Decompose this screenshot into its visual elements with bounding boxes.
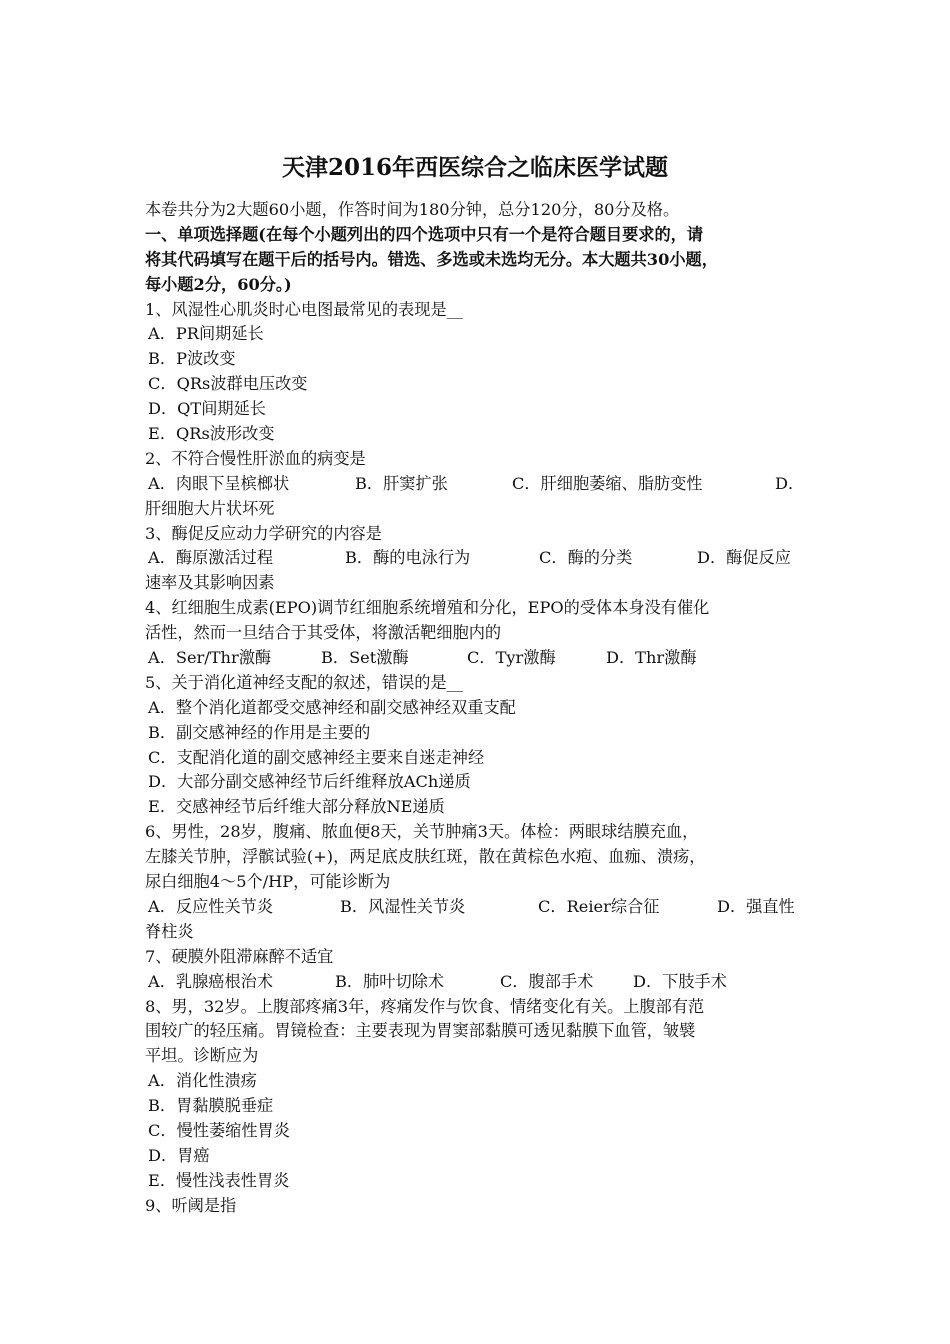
- question-3-options-row: [145, 546, 815, 571]
- question-6-stem-line-1: 6、男性，28岁，腹痛、脓血便8天，关节肿痛3天。体检：两眼球结膜充血，: [145, 822, 699, 842]
- question-1-option-a: A．PR间期延长: [148, 324, 264, 344]
- question-3-option-d: D．酶促反应: [697, 548, 791, 568]
- question-3-option-a: A．酶原激活过程: [148, 548, 274, 568]
- question-5-option-c: C．支配消化道的副交感神经主要来自迷走神经: [148, 747, 485, 767]
- question-6-options-row: [145, 895, 815, 920]
- question-4-options-row: [145, 646, 815, 671]
- question-8-stem-line-2: 围较广的轻压痛。胃镜检查：主要表现为胃窦部黏膜可透见黏膜下血管，皱襞: [145, 1021, 696, 1041]
- question-7-option-b: B．肺叶切除术: [335, 971, 445, 991]
- question-3-option-b: B．酶的电泳行为: [345, 548, 471, 568]
- question-1-option-e: E．QRs波形改变: [148, 424, 275, 444]
- question-4-option-d: D．Thr激酶: [606, 648, 697, 668]
- question-2-option-d-continued: 肝细胞大片状坏死: [145, 498, 275, 518]
- question-4-option-b: B．Set激酶: [321, 648, 409, 668]
- question-9-stem: 9、听阈是指: [145, 1195, 237, 1215]
- question-1-option-c: C．QRs波群电压改变: [148, 374, 308, 394]
- question-6-option-a: A．反应性关节炎: [148, 896, 274, 916]
- question-2-option-b: B．肝窦扩张: [355, 473, 448, 493]
- question-5-option-a: A．整个消化道都受交感神经和副交感神经双重支配: [148, 697, 516, 717]
- intro-text: 本卷共分为2大题60小题，作答时间为180分钟，总分120分，80分及格。: [145, 200, 680, 219]
- question-3-option-d-continued: 速率及其影响因素: [145, 573, 275, 593]
- question-8-option-b: B．胃黏膜脱垂症: [148, 1096, 274, 1116]
- question-4-stem-line-2: 活性，然而一旦结合于其受体，将激活靶细胞内的: [145, 623, 502, 643]
- question-4-option-c: C．Tyr激酶: [467, 648, 556, 668]
- question-2-option-a: A．肉眼下呈槟榔状: [148, 473, 290, 493]
- question-7-option-c: C．腹部手术: [500, 971, 594, 991]
- question-5-option-d: D．大部分副交感神经节后纤维释放ACh递质: [148, 772, 471, 792]
- question-8-stem-line-3: 平坦。诊断应为: [145, 1046, 259, 1066]
- question-2-option-d: D．: [775, 473, 805, 493]
- question-6-stem-line-3: 尿白细胞4～5个/HP，可能诊断为: [145, 872, 391, 892]
- section-heading-line-3: 每小题2分，60分。): [145, 274, 292, 294]
- section-heading-line-1: 一、单项选择题(在每个小题列出的四个选项中只有一个是符合题目要求的，请: [145, 224, 704, 244]
- question-1-option-b: B．P波改变: [148, 349, 236, 369]
- question-2-options-row: [145, 472, 815, 497]
- question-3-option-c: C．酶的分类: [539, 548, 633, 568]
- question-1-stem: 1、风湿性心肌炎时心电图最常见的表现是__: [145, 299, 463, 319]
- question-2-option-c: C．肝细胞萎缩、脂肪变性: [512, 473, 703, 493]
- question-5-option-e: E．交感神经节后纤维大部分释放NE递质: [148, 797, 445, 817]
- question-7-option-d: D．下肢手术: [633, 971, 727, 991]
- question-2-stem: 2、不符合慢性肝淤血的病变是: [145, 448, 366, 468]
- question-8-option-a: A．消化性溃疡: [148, 1071, 257, 1091]
- question-8-stem-line-1: 8、男，32岁。上腹部疼痛3年，疼痛发作与饮食、情绪变化有关。上腹部有范: [145, 996, 705, 1016]
- question-8-option-c: C．慢性萎缩性胃炎: [148, 1120, 290, 1140]
- question-6-option-d: D．强直性: [717, 896, 795, 916]
- question-4-stem-line-1: 4、红细胞生成素(EPO)调节红细胞系统增殖和分化，EPO的受体本身没有催化: [145, 598, 710, 618]
- question-8-option-d: D．胃癌: [148, 1145, 210, 1165]
- question-6-option-d-continued: 脊柱炎: [145, 921, 194, 941]
- page-title: 天津2016年西医综合之临床医学试题: [281, 154, 668, 181]
- question-7-options-row: [145, 970, 815, 995]
- question-1-option-d: D．QT间期延长: [148, 399, 266, 419]
- question-6-option-c: C．Reier综合征: [538, 896, 660, 916]
- question-6-option-b: B．风湿性关节炎: [340, 896, 466, 916]
- question-8-option-e: E．慢性浅表性胃炎: [148, 1170, 290, 1190]
- question-3-stem: 3、酶促反应动力学研究的内容是: [145, 523, 382, 543]
- question-5-stem: 5、关于消化道神经支配的叙述，错误的是__: [145, 672, 463, 692]
- question-7-stem: 7、硬膜外阻滞麻醉不适宜: [145, 946, 334, 966]
- question-5-option-b: B．副交感神经的作用是主要的: [148, 722, 371, 742]
- question-7-option-a: A．乳腺癌根治术: [148, 971, 274, 991]
- document-body: [145, 198, 815, 1219]
- question-6-stem-line-2: 左膝关节肿，浮髌试验(+)，两足底皮肤红斑，散在黄棕色水疱、血痂、溃疡，: [145, 847, 706, 867]
- question-4-option-a: A．Ser/Thr激酶: [148, 648, 272, 668]
- section-heading-line-2: 将其代码填写在题干后的括号内。错选、多选或未选均无分。本大题共30小题，: [145, 249, 718, 269]
